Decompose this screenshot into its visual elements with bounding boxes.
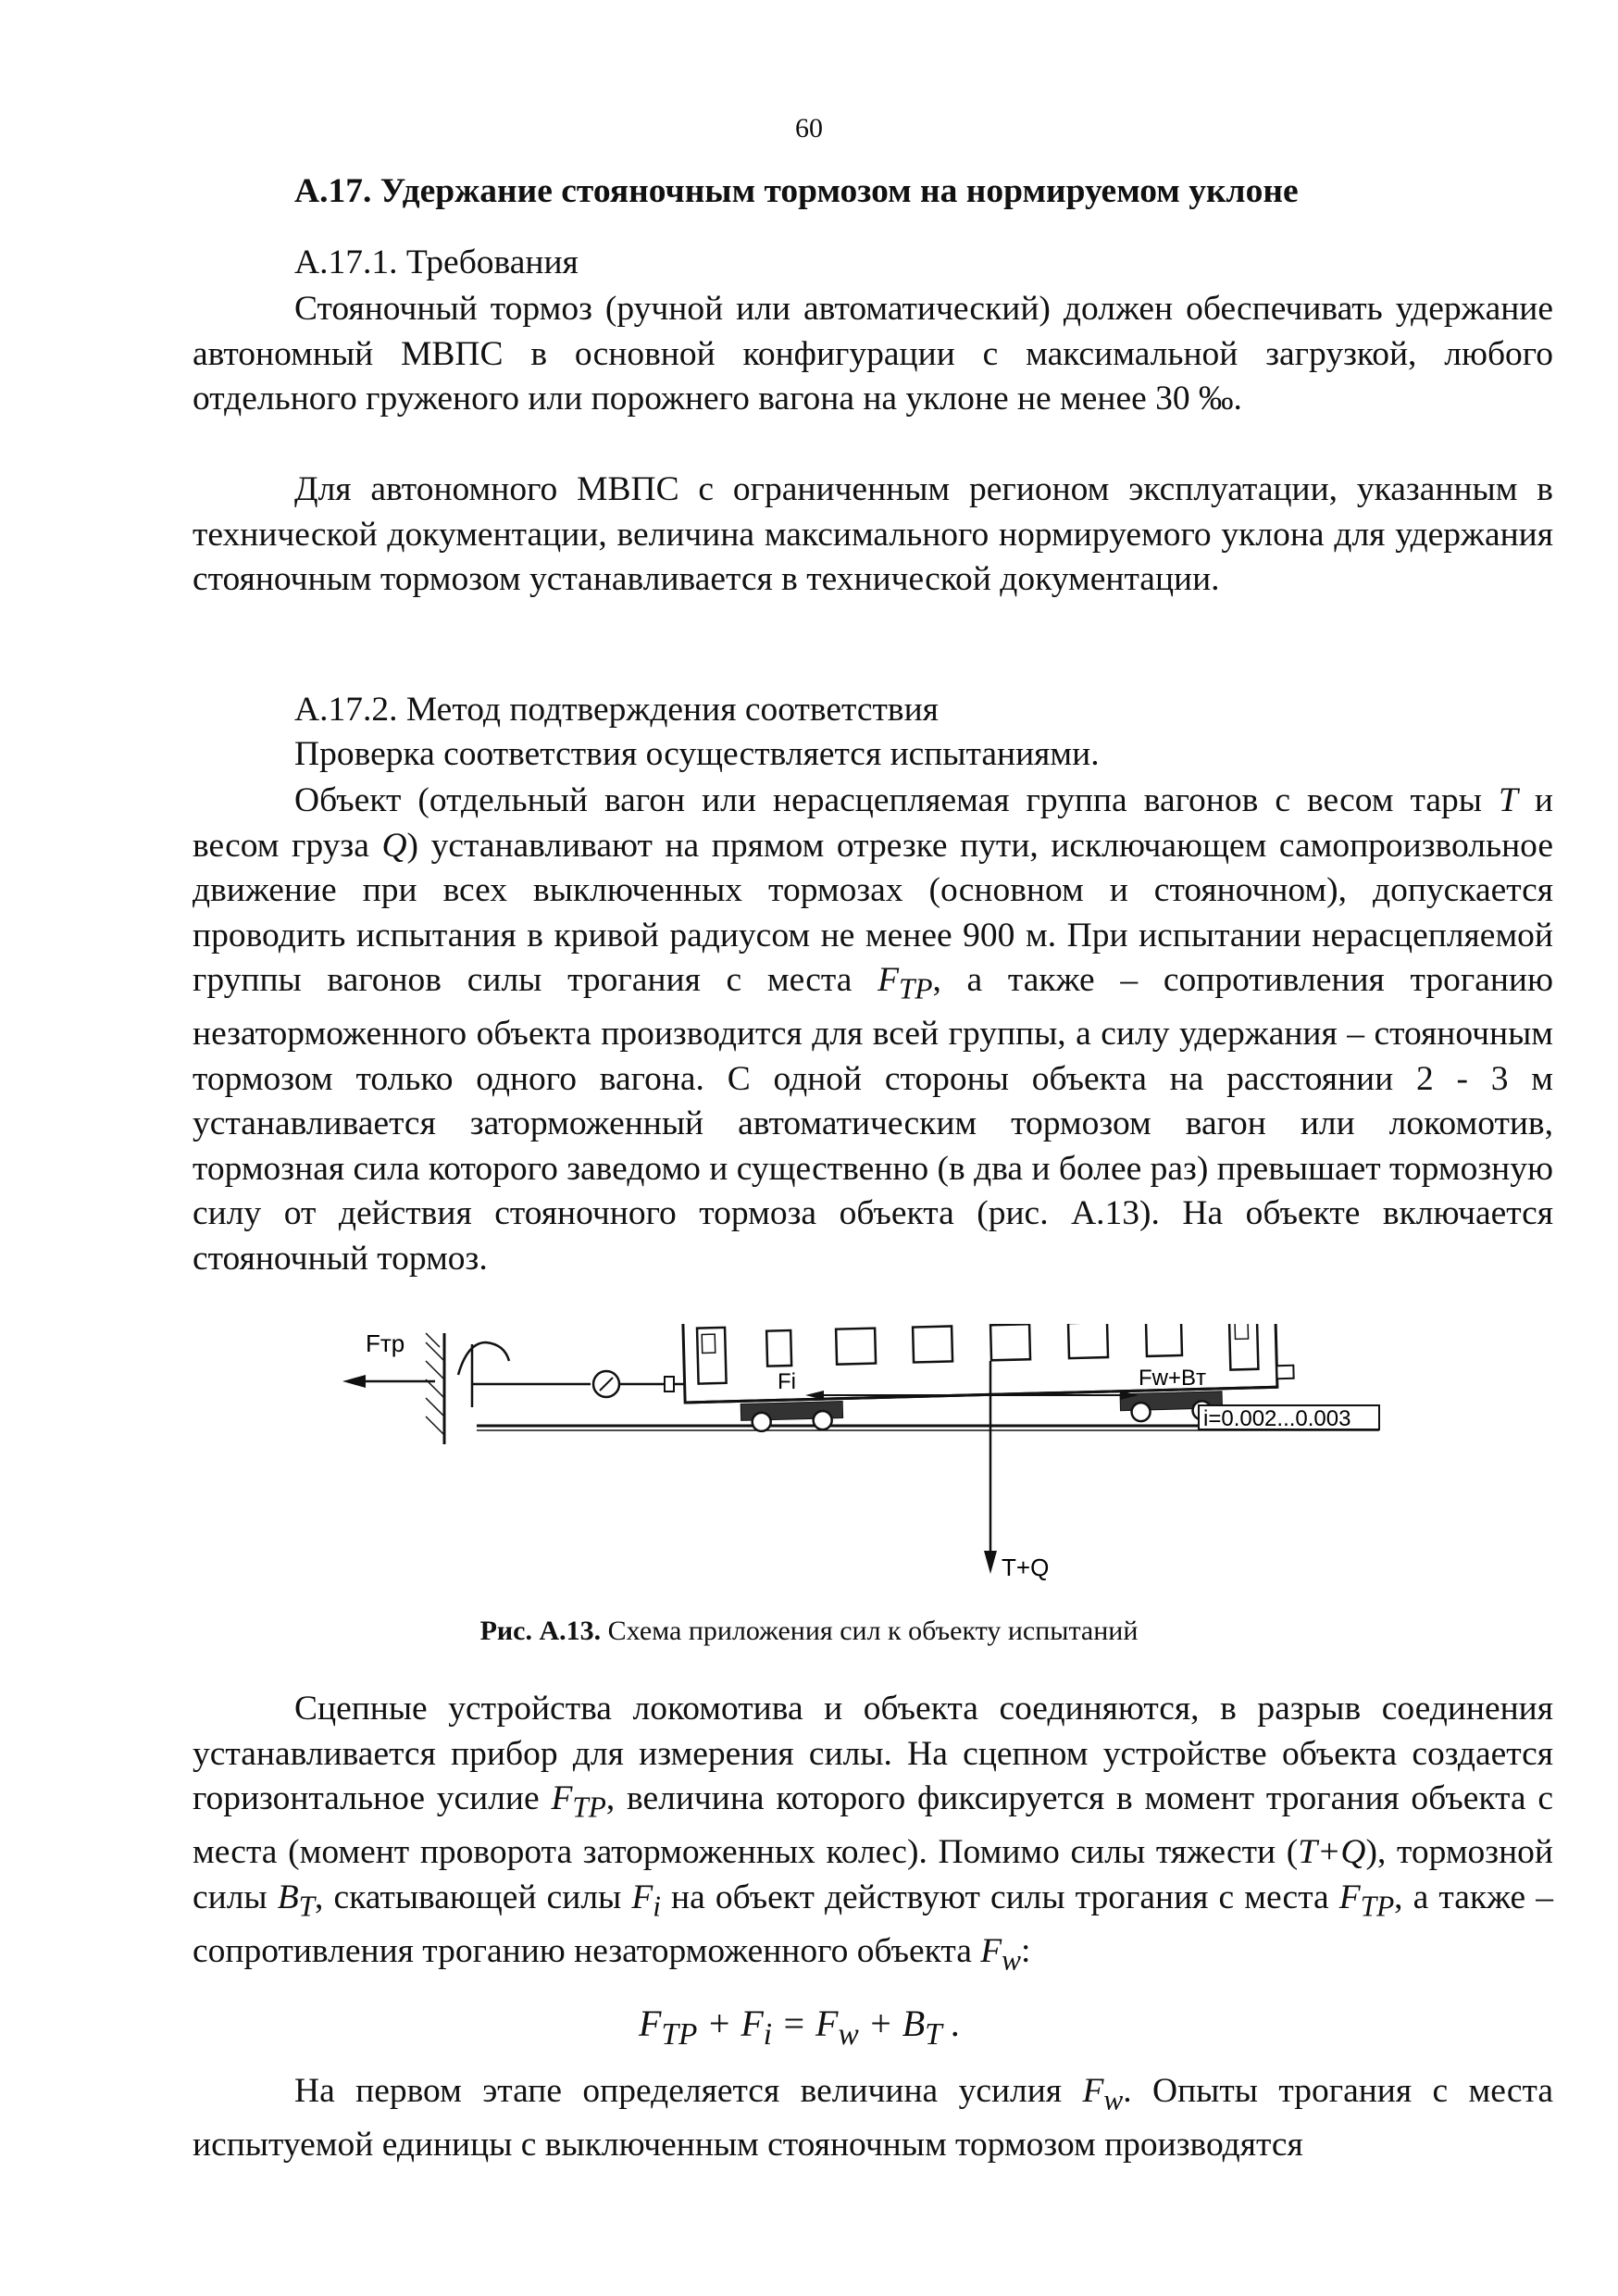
label-slope: i=0.002...0.003: [1203, 1406, 1351, 1431]
label-ftp: Fтр: [366, 1329, 405, 1357]
final-paragraph: На первом этапе определяется величина усилия $F_w$. Опыты трогания с места испытуемой единицы с выключенным стояночным тормозом производятся: [193, 2072, 1553, 2164]
subsection-2-title: А.17.2. Метод подтверждения соответствия: [294, 691, 939, 729]
requirements-paragraph-1: Стояночный тормоз (ручной или автоматический) должен обеспечивать удержание автономный МВПС в основной конфигурации с максимальной загрузкой, любого отдельного груженого или порожнего вагона на уклоне не менее 30 ‰.: [193, 290, 1553, 418]
label-tq: T+Q: [1002, 1554, 1050, 1581]
figure-caption: Рис. А.13. Схема приложения сил к объекту испытаний: [479, 1616, 1139, 1646]
section-title: А.17. Удержание стояночным тормозом на нормируемом уклоне: [294, 172, 1299, 210]
force-diagram: [333, 1324, 1398, 1602]
method-line: Проверка соответствия осуществляется испытаниями.: [294, 735, 1100, 773]
hook-icon: [458, 1342, 509, 1375]
label-fw-bt: Fw+Bт: [1139, 1366, 1207, 1391]
page-number: 60: [795, 113, 823, 144]
method-paragraph: Объект (отдельный вагон или нерасцепляемая группа вагонов с весом тары T и весом груза Q) устанавливают на прямом отрезке пути, исключающем самопроизвольное движение при всех выключенных тормозах (основном и стояночном), допускается проводить испытания в кривой радиусом не менее 900 м. При испытании нерасцепляемой группы вагонов силы трогания с места $F_{ТР}$, а также – сопротивления троганию незаторможенного объекта производится для всей группы, а силу удержания – стояночным тормозом только одного вагона. С одной стороны объекта на расстоянии 2 - 3 м устанавливается заторможенный автоматическим тормозом вагон или локомотив, тормозная сила которого заведомо и существенно (в два и более раз) превышает тормозную силу от действия стояночного тормоза объекта (рис. А.13). На объекте включается стояночный тормоз.: [193, 781, 1553, 1278]
coupling-paragraph: Сцепные устройства локомотива и объекта соединяются, в разрыв соединения устанавливается прибор для измерения силы. На сцепном устройстве объекта создается горизонтальное усилие $F_{ТР}$, величина которого фиксируется в момент трогания объекта с места (момент проворота заторможенных колес). Помимо силы тяжести (T+Q), тормозной силы $B_T$, скатывающей силы $F_i$ на объект действуют силы трогания с места $F_{ТР}$, а также – сопротивления троганию незаторможенного объекта $F_w$:: [193, 1690, 1554, 1976]
equilibrium-formula: $F_{ТР} + F_i = F_w + B_T$ .: [639, 2003, 961, 2052]
subsection-1-title: А.17.1. Требования: [294, 243, 579, 281]
wall-hatching: [426, 1333, 444, 1435]
requirements-paragraph-2: Для автономного МВПС с ограниченным регионом эксплуатации, указанным в технической документации, величина максимального нормируемого уклона для удержания стояночным тормозом устанавливается в технической документации.: [193, 470, 1553, 598]
label-fi: Fi: [778, 1369, 796, 1394]
